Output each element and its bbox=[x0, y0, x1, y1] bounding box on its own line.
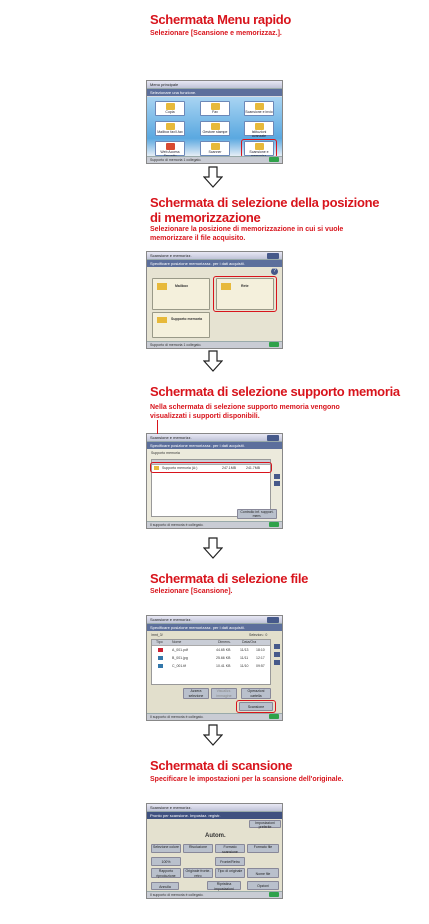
tile-scan-send[interactable]: Scansione e invio bbox=[244, 101, 274, 116]
resolution-button[interactable]: Risoluzione bbox=[183, 844, 213, 853]
scan-button[interactable]: Scansione bbox=[239, 702, 273, 711]
media-info-button[interactable]: Controllo inf. support. mem. bbox=[237, 509, 277, 519]
tile-web-access[interactable]: Web Access bbox=[155, 141, 185, 156]
reset-settings-button[interactable]: Ripristina impostazioni bbox=[207, 881, 241, 890]
original-type-button[interactable]: Tipo di originale bbox=[215, 868, 245, 878]
duplex-button[interactable]: Fronte/Retro bbox=[215, 857, 245, 866]
step-desc: Selezionare [Scansione]. bbox=[150, 588, 233, 595]
tile-copy[interactable]: Copia bbox=[155, 101, 185, 116]
callout-line bbox=[157, 420, 158, 434]
pdf-icon bbox=[158, 648, 163, 652]
usb-icon bbox=[157, 317, 167, 323]
scroll-controls[interactable] bbox=[274, 644, 280, 682]
status-button[interactable] bbox=[269, 342, 279, 347]
preferred-settings-button[interactable]: Impostazioni preferite bbox=[249, 820, 281, 828]
table-row[interactable]: A_001.pdf 44.65 KB 11/13 18:10 bbox=[152, 646, 270, 654]
cancel-button[interactable]: Annulla bbox=[151, 882, 179, 890]
list-item[interactable]: Supporto memoria (A:) 247.1MB 241.7MB bbox=[152, 465, 270, 472]
scanner-icon bbox=[211, 143, 220, 150]
selection-count: Selezion.: 0 bbox=[249, 633, 268, 637]
screenshot-storage-location bbox=[146, 251, 283, 349]
screenshot-file-selection bbox=[146, 615, 283, 721]
scroll-down-icon[interactable] bbox=[274, 481, 280, 486]
scroll-up-icon[interactable] bbox=[274, 644, 280, 649]
copy-icon bbox=[166, 103, 175, 110]
inbox-icon bbox=[166, 123, 175, 130]
mailbox-icon bbox=[157, 283, 167, 290]
clear-selection-button[interactable]: Azzera selezione bbox=[183, 688, 209, 699]
list-header: Tipo Nome Dimens. Data/Ora bbox=[152, 640, 270, 646]
step-title: Schermata di scansione bbox=[150, 758, 293, 773]
screenshot-quick-menu bbox=[146, 80, 283, 164]
tile-print[interactable]: Gestore stampe bbox=[200, 121, 230, 136]
file-name-button[interactable]: Nome file bbox=[247, 868, 279, 878]
screen-subheader: Specificare posizione memorizzaz. per i dati acquisiti. bbox=[147, 442, 282, 449]
tile-scanner[interactable]: Scanner bbox=[200, 141, 230, 156]
highlight-media-row bbox=[150, 462, 272, 473]
down-arrow-icon bbox=[203, 350, 223, 372]
step-title: Schermata Menu rapido bbox=[150, 12, 292, 27]
screen-header: Menu principale bbox=[147, 81, 282, 89]
back-button[interactable] bbox=[267, 617, 279, 623]
image-icon bbox=[158, 664, 163, 668]
screen-footer: Il supporto di memoria è collegato. bbox=[147, 521, 282, 528]
help-icon[interactable]: ? bbox=[271, 268, 278, 275]
screen-footer: Il supporto di memoria è collegato. bbox=[147, 713, 282, 720]
status-button[interactable] bbox=[269, 714, 279, 719]
option-network[interactable]: Rete bbox=[216, 278, 274, 310]
folder-path: /mnt_3/ bbox=[151, 633, 163, 637]
tile-settings[interactable]: Istituzioni avanzate bbox=[244, 121, 274, 136]
screen-header: Scansione e memorizz. bbox=[147, 434, 282, 442]
tile-fax-inbox[interactable]: Mailbox fax/I-fax bbox=[155, 121, 185, 136]
option-mailbox[interactable]: Mailbox bbox=[152, 278, 210, 310]
screen-footer: Supporto di memoria 1 collegato. bbox=[147, 156, 282, 163]
table-row[interactable]: B_001.jpg 25.66 KB 11/11 12:17 bbox=[152, 654, 270, 662]
screen-subheader: Selezionare una funzione. bbox=[147, 89, 282, 96]
back-button[interactable] bbox=[267, 435, 279, 441]
screenshot-memory-media bbox=[146, 433, 283, 529]
zoom-value[interactable]: 100% bbox=[151, 857, 181, 866]
status-button[interactable] bbox=[269, 157, 279, 162]
breadcrumb: Supporto memoria bbox=[151, 451, 180, 455]
scroll-up-icon[interactable] bbox=[274, 474, 280, 479]
scan-size-button[interactable]: Formato scansione bbox=[215, 844, 245, 853]
screen-footer: Il supporto di memoria è collegato. bbox=[147, 891, 282, 898]
screen-footer: Supporto di memoria 1 collegato. bbox=[147, 341, 282, 348]
fax-icon bbox=[211, 103, 220, 110]
step-title: Schermata di selezione file bbox=[150, 571, 309, 586]
highlight-scan bbox=[236, 700, 276, 713]
screen-subheader: Specificare posizione memorizzaz. per i dati acquisiti. bbox=[147, 624, 282, 631]
down-arrow-icon bbox=[203, 166, 223, 188]
scan-send-icon bbox=[255, 103, 264, 110]
screenshot-scan-settings bbox=[146, 803, 283, 899]
screen-header: Scansione e memorizz. bbox=[147, 252, 282, 260]
step-title: Schermata di selezione supporto memoria bbox=[150, 384, 400, 399]
scroll-controls[interactable] bbox=[274, 474, 280, 508]
back-button[interactable] bbox=[267, 253, 279, 259]
file-format-button[interactable]: Formato file bbox=[247, 844, 279, 853]
scroll-down-icon[interactable] bbox=[274, 652, 280, 657]
scroll-bottom-icon[interactable] bbox=[274, 660, 280, 665]
step-desc: Selezionare la posizione di memorizzazione in cui si vuole memorizzare il file acquisito. bbox=[150, 226, 344, 242]
web-icon bbox=[166, 143, 175, 150]
step-desc: Selezionare [Scansione e memorizzaz.]. bbox=[150, 30, 282, 37]
option-memory-media[interactable]: Supporto memoria bbox=[152, 312, 210, 338]
print-icon bbox=[211, 123, 220, 130]
duplex-original-button[interactable]: Originale fronte-retro bbox=[183, 868, 213, 878]
tile-scan-store[interactable]: Scansione e bbox=[244, 141, 274, 156]
step-desc: Nella schermata di selezione supporto memoria vengono visualizzati i supporti disponibili. bbox=[150, 404, 340, 420]
file-list bbox=[151, 639, 271, 685]
step-desc: Specificare le impostazioni per la scansione dell'originale. bbox=[150, 776, 344, 783]
down-arrow-icon bbox=[203, 537, 223, 559]
folder-operations-button[interactable]: Operazioni cartella bbox=[241, 688, 271, 699]
down-arrow-icon bbox=[203, 724, 223, 746]
screen-subheader: Pronto per scansione. Impostaz. registr. bbox=[147, 812, 282, 819]
auto-label: Autom. bbox=[205, 833, 226, 839]
table-row[interactable]: C_001.tif 10.41 KB 11/10 09:57 bbox=[152, 662, 270, 670]
options-button[interactable]: Opzioni bbox=[247, 881, 279, 890]
color-select-button[interactable]: Selezione colore bbox=[151, 844, 181, 853]
image-icon bbox=[158, 656, 163, 660]
screen-header: Scansione e memorizz. bbox=[147, 616, 282, 624]
status-button[interactable] bbox=[269, 522, 279, 527]
copy-ratio-button[interactable]: Rapporto riproduzione bbox=[151, 868, 181, 878]
view-image-button[interactable]: Visualizz. immagine bbox=[211, 688, 237, 699]
status-button[interactable] bbox=[269, 892, 279, 897]
tile-fax[interactable]: Fax bbox=[200, 101, 230, 116]
screen-subheader: Specificare posizione memorizzaz. per i dati acquisiti. bbox=[147, 260, 282, 267]
screen-header: Scansione e memorizz. bbox=[147, 804, 282, 812]
step-title: Schermata di selezione della posizione di memorizzazione bbox=[150, 195, 380, 225]
highlight-network bbox=[213, 276, 277, 312]
settings-icon bbox=[255, 123, 264, 130]
